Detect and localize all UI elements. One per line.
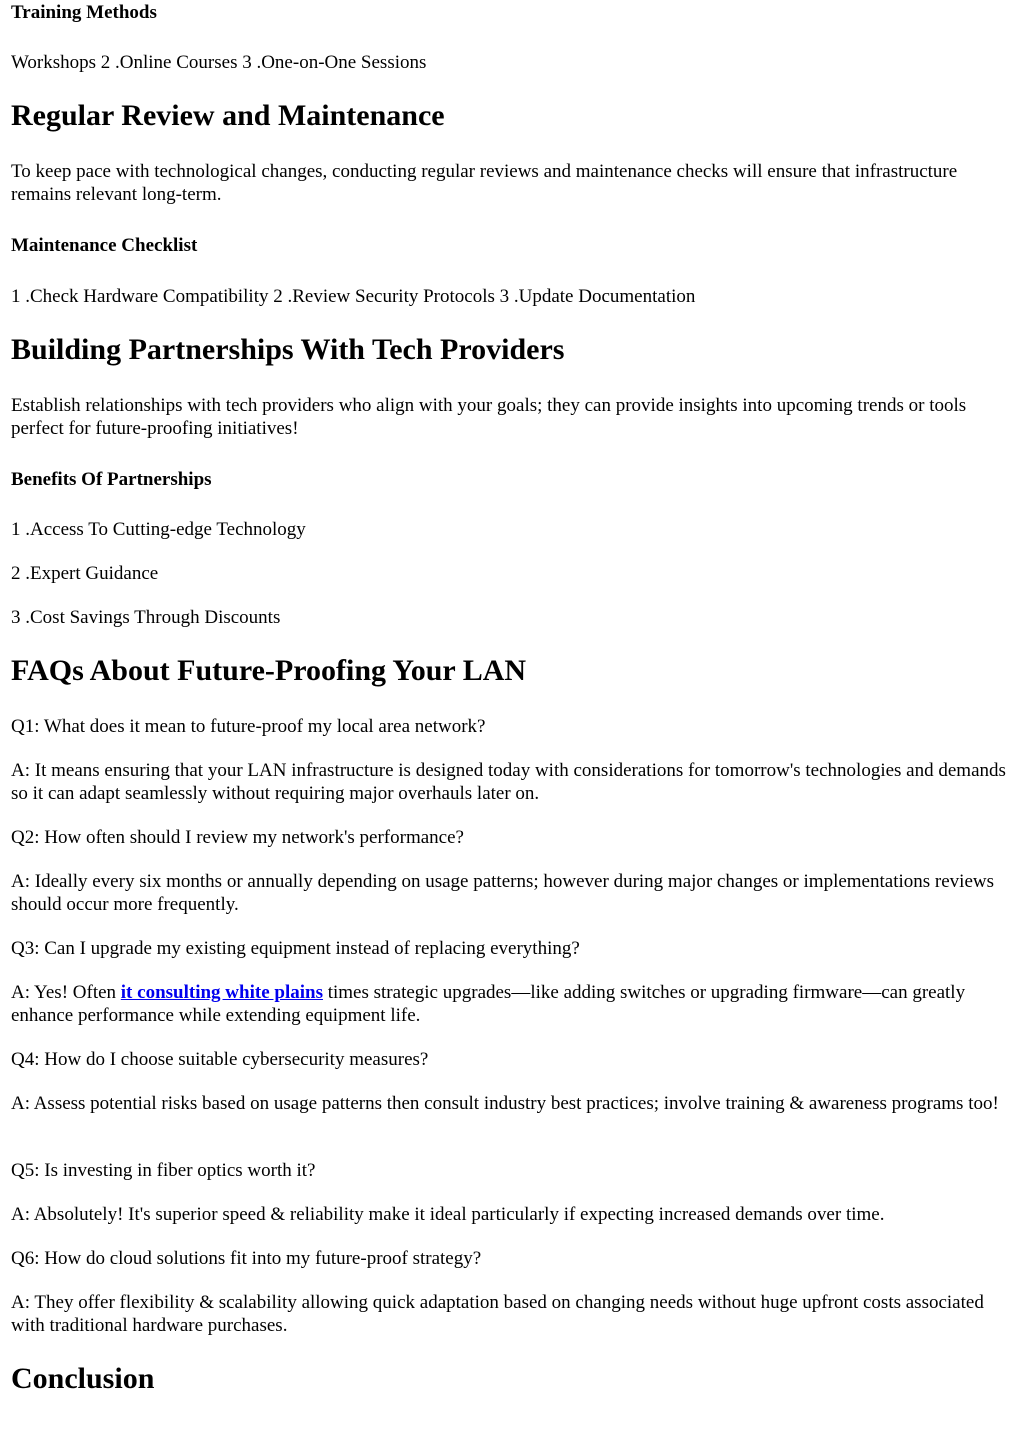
benefits-heading: Benefits Of Partnerships	[11, 469, 212, 490]
faq-answer-3	[11, 981, 1016, 1027]
review-heading: Regular Review and Maintenance	[11, 99, 445, 132]
faq-answer-4: A: Assess potential risks based on usage patterns then consult industry best practices; involve training & awareness programs too!	[11, 1093, 999, 1114]
faq-answer-6: A: They offer flexibility & scalability allowing quick adaptation based on changing needs without huge upfront costs associated with traditional hardware purchases.	[11, 1292, 984, 1336]
faq-question-5: Q5: Is investing in fiber optics worth it?	[11, 1160, 316, 1181]
training-methods-heading: Training Methods	[11, 2, 157, 23]
checklist-heading: Maintenance Checklist	[11, 235, 198, 256]
partnerships-heading: Building Partnerships With Tech Providers	[11, 333, 565, 366]
faq-question-1: Q1: What does it mean to future-proof my local area network?	[11, 716, 486, 737]
faq-answer-3-text-end: times strategic upgrades—like adding switches or upgrading firmware—can greatly enhance performance while extending equipment life.	[11, 982, 966, 1026]
faq-answer-5: A: Absolutely! It's superior speed & reliability make it ideal particularly if expecting increased demands over time.	[11, 1204, 885, 1225]
conclusion-heading: Conclusion	[11, 1362, 155, 1395]
partnerships-paragraph: Establish relationships with tech providers who align with your goals; they can provide insights into upcoming trends or tools perfect for future-proofing initiatives!	[11, 395, 967, 439]
checklist-list: 1 .Check Hardware Compatibility 2 .Review Security Protocols 3 .Update Documentation	[11, 286, 696, 307]
faq-answer-2: A: Ideally every six months or annually depending on usage patterns; however during major changes or implementations reviews should occur more frequently.	[11, 871, 994, 915]
faq-heading: FAQs About Future-Proofing Your LAN	[11, 654, 527, 687]
training-methods-list: Workshops 2 .Online Courses 3 .One-on-One Sessions	[11, 52, 427, 73]
review-paragraph: To keep pace with technological changes, conducting regular reviews and maintenance checks will ensure that infrastructure remains relevant long-term.	[11, 161, 958, 205]
faq-answer-3-text-start: A: Yes! Often	[11, 982, 121, 1003]
benefit-item-2: 2 .Expert Guidance	[11, 563, 159, 584]
benefit-item-1: 1 .Access To Cutting-edge Technology	[11, 519, 306, 540]
it-consulting-link[interactable]: it consulting white plains	[120, 982, 323, 1003]
faq-question-6: Q6: How do cloud solutions fit into my future-proof strategy?	[11, 1248, 482, 1269]
faq-question-4: Q4: How do I choose suitable cybersecurity measures?	[11, 1049, 429, 1070]
benefit-item-3: 3 .Cost Savings Through Discounts	[11, 607, 281, 628]
faq-question-2: Q2: How often should I review my network's performance?	[11, 827, 464, 848]
faq-question-3: Q3: Can I upgrade my existing equipment instead of replacing everything?	[11, 938, 580, 959]
faq-answer-1: A: It means ensuring that your LAN infrastructure is designed today with considerations for tomorrow's technologies and demands so it can adapt seamlessly without requiring major overhauls later on.	[11, 760, 1006, 804]
